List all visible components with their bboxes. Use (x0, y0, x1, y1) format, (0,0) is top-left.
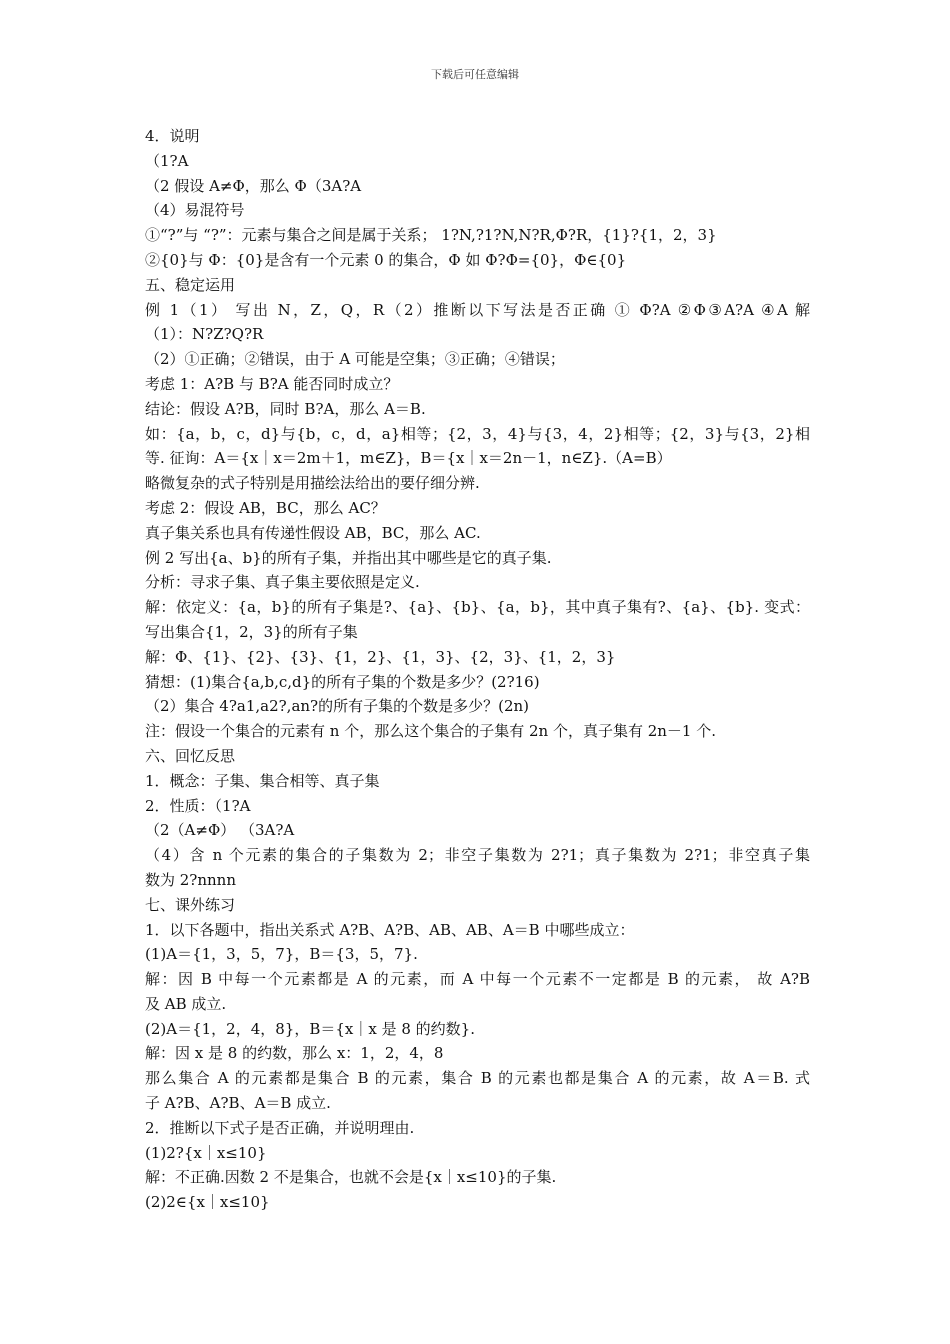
page-header: 下载后可任意编辑 (431, 68, 519, 81)
text-line: 2．性质：（1?A (145, 796, 251, 815)
text-line: 注：假设一个集合的元素有 n 个，那么这个集合的子集有 2n 个，真子集有 2n－1 个. (145, 722, 716, 741)
text-line: 解：不正确.因数 2 不是集合，也就不会是{x｜x≤10}的子集. (145, 1168, 557, 1187)
text-line: 解：依定义：{a，b}的所有子集是?、{a}、{b}、{a，b}，其中真子集有?、{a}、{b}. 变式： (145, 598, 810, 617)
text-line: （2）①正确；②错误，由于 A 可能是空集；③正确；④错误； (145, 350, 565, 369)
text-line: 数为 2?nnnn (145, 870, 236, 889)
text-line: 猜想：(1)集合{a,b,c,d}的所有子集的个数是多少？(2?16) (145, 672, 540, 691)
text-line: 解：因 x 是 8 的约数，那么 x：1，2，4，8 (145, 1044, 444, 1063)
text-line: 考虑 2：假设 AB，BC，那么 AC？ (145, 498, 386, 517)
text-line: (2)A＝{1，2，4，8}，B＝{x｜x 是 8 的约数}. (145, 1019, 475, 1038)
text-line: (2)2∈{x｜x≤10} (145, 1193, 270, 1212)
text-line: 等. 征询：A＝{x｜x＝2m＋1，m∈Z}，B＝{x｜x＝2n－1，n∈Z}.（A=B） (145, 449, 672, 468)
text-line: 2．推断以下式子是否正确，并说明理由. (145, 1118, 415, 1137)
text-line: 解：Φ、{1}、{2}、{3}、{1，2}、{1，3}、{2，3}、{1，2，3} (145, 647, 616, 666)
text-line: （4）含 n 个元素的集合的子集数为 2；非空子集数为 2?1；真子集数为 2?1；非空真子集 (145, 846, 810, 865)
text-line: ①“?”与 “?”：元素与集合之间是属于关系； 1?N,?1?N,N?R,Φ?R，{1}?{1，2，3} (145, 226, 717, 245)
document-body (145, 124, 810, 1215)
text-line: （2 假设 A≠Φ，那么 Φ（3A?A (145, 176, 362, 195)
text-line: 分析：寻求子集、真子集主要依照是定义. (145, 573, 420, 592)
text-line: (1)2?{x｜x≤10} (145, 1143, 267, 1162)
text-line: 真子集关系也具有传递性假设 AB，BC，那么 AC. (145, 523, 481, 542)
text-line: 1．概念：子集、集合相等、真子集 (145, 771, 380, 790)
text-line: 考虑 1：A?B 与 B?A 能否同时成立？ (145, 374, 399, 393)
text-line: (1)A＝{1，3，5，7}，B＝{3，5，7}. (145, 945, 418, 964)
text-line: 如：{a，b，c，d}与{b，c，d，a}相等；{2，3，4}与{3，4，2}相等；{2，3}与{3，2}相 (145, 424, 810, 443)
text-line: 结论：假设 A?B，同时 B?A，那么 A＝B. (145, 399, 426, 418)
text-line: （1）：N?Z?Q?R (145, 325, 264, 344)
text-line: ②{0}与 Φ：{0}是含有一个元素 0 的集合，Φ 如 Φ?Φ={0}，Φ∈{0} (145, 250, 627, 269)
text-line: （2（A≠Φ） （3A?A (145, 821, 295, 840)
text-line: （2）集合 4?a1,a2?,an?的所有子集的个数是多少？(2n) (145, 697, 530, 716)
text-line: （1?A (145, 151, 189, 170)
text-line: 那么集合 A 的元素都是集合 B 的元素，集合 B 的元素也都是集合 A 的元素，故 A＝B. 式 (145, 1069, 810, 1088)
text-line: 4．说明 (145, 127, 200, 145)
text-line: 例 2 写出{a、b}的所有子集，并指出其中哪些是它的真子集. (145, 548, 552, 567)
text-line: 写出集合{1，2，3}的所有子集 (145, 622, 358, 641)
section-heading: 七、课外练习 (145, 895, 236, 914)
text-line: 子 A?B、A?B、A＝B 成立. (145, 1094, 331, 1113)
text-line: 1．以下各题中，指出关系式 A?B、A?B、AB、AB、A＝B 中哪些成立： (145, 920, 635, 939)
text-line: 及 AB 成立. (145, 994, 227, 1013)
text-line: 解：因 B 中每一个元素都是 A 的元素，而 A 中每一个元素不一定都是 B 的元素， 故 A?B (145, 970, 810, 989)
text-line: 略微复杂的式子特别是用描绘法给出的要仔细分辨. (145, 474, 480, 493)
text-line: 例 1（1） 写出 N，Z，Q，R（2）推断以下写法是否正确 ① Φ?A ②Φ③A?A ④A 解 (145, 300, 810, 319)
section-heading: 五、稳定运用 (145, 275, 236, 294)
section-heading: 六、回忆反思 (145, 746, 236, 765)
text-line: （4）易混符号 (145, 201, 245, 220)
